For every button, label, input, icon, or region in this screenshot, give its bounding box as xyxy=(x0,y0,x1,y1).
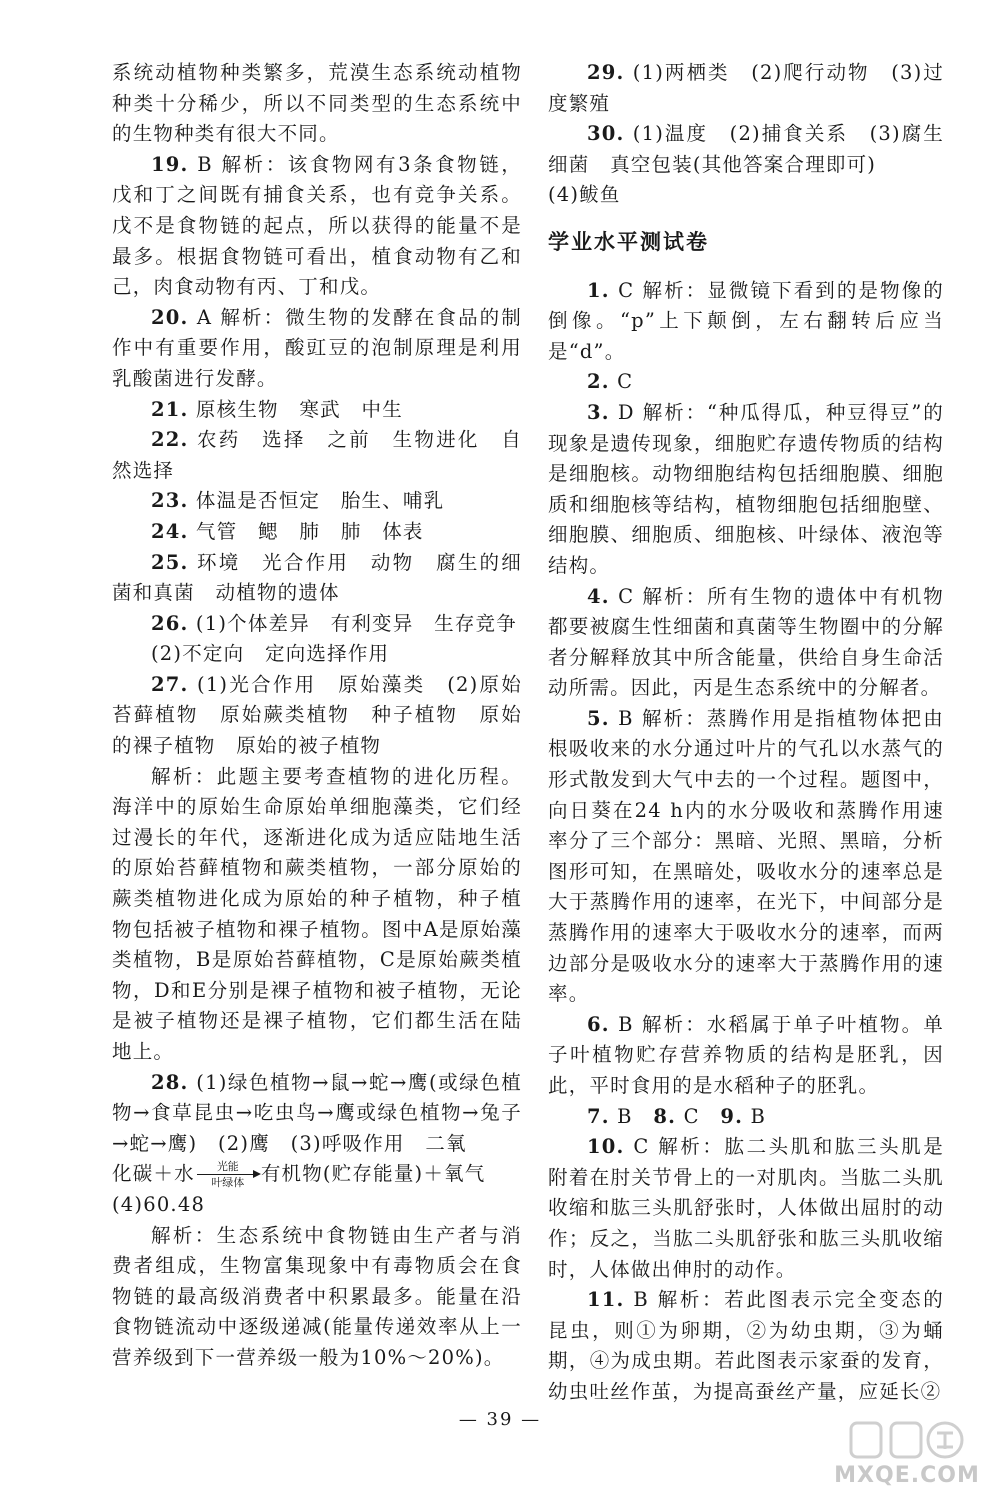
answer-30 xyxy=(548,119,944,180)
test-answer-1 xyxy=(548,276,944,368)
left-continued-paragraph: 系统动植物种类繁多，荒漠生态系统动植物种类十分稀少，所以不同类型的生态系统中的生物种类有很大不同。 xyxy=(112,61,522,146)
answer-19 xyxy=(112,150,522,303)
watermark-seal-icon xyxy=(847,1417,967,1463)
answer-24 xyxy=(112,517,522,548)
answer-30-part4: (4)鲅鱼 xyxy=(548,183,621,207)
answer-text: 农药 选择 之前 生物进化 自然选择 xyxy=(112,428,522,482)
answer-28-part4: (4)60.48 xyxy=(112,1192,206,1216)
answer-26 xyxy=(112,609,522,640)
test-answer-11 xyxy=(548,1285,944,1407)
answer-27-explanation: 解析：此题主要考查植物的进化历程。海洋中的原始生命原始单细胞藻类，它们经过漫长的年代，逐渐进化成为适应陆地生活的原始苔藓植物和蕨类植物，一部分原始的蕨类植物进化成为原始的种子植物，种子植物包括被子植物和裸子植物。图中A是原始藻类植物，B是原始苔藓植物，C是原始蕨类植物，D和E分别是裸子植物和被子植物，无论是被子植物还是裸子植物，它们都生活在陆地上。 xyxy=(112,764,522,1063)
answer-22 xyxy=(112,425,522,486)
answer-text: 气管 鳃 肺 肺 体表 xyxy=(188,519,424,543)
watermark-text: MXQE.COM xyxy=(834,1463,980,1488)
answer-26-part2: (2)不定向 定向选择作用 xyxy=(151,642,390,666)
q-number: 6. xyxy=(587,1012,610,1036)
answer-28-explanation: 解析：生态系统中食物链由生产者与消费者组成，生物富集现象中有毒物质会在食物链的最高级消费者中积累最多。能量在沿食物链流动中逐级递减(能量传递效率从上一营养级到下一营养级一般为10%～20%)。 xyxy=(112,1223,522,1369)
equation-products: 有机物(贮存能量)＋氧气 xyxy=(260,1162,486,1186)
q-number: 10. xyxy=(587,1135,625,1159)
equation-reactants: 化碳＋水 xyxy=(112,1162,195,1186)
q-number: 19. xyxy=(151,152,189,176)
answer-text: B xyxy=(743,1104,767,1128)
test-answer-6 xyxy=(548,1010,944,1102)
answer-27 xyxy=(112,670,522,762)
q-number: 26. xyxy=(151,611,189,635)
answer-text: B 解析：蒸腾作用是指植物体把由根吸收来的水分通过叶片的气孔以水蒸气的形式散发到大气中去的一个过程。题图中，向日葵在24 h内的水分吸收和蒸腾作用速率分了三个部分：黑暗、光照、黑暗，分析图形可知，在黑暗处，吸收水分的速率总是大于蒸腾作用的速率，在光下，中间部分是蒸腾作用的速率大于吸收水分的速率，而两边部分是吸收水分的速率大于蒸腾作用的速率。 xyxy=(548,706,944,1006)
answer-text: C xyxy=(676,1104,721,1128)
answer-20 xyxy=(112,303,522,395)
q-number: 30. xyxy=(587,122,625,146)
answer-text: 体温是否恒定 胎生、哺乳 xyxy=(188,489,445,513)
reaction-arrow xyxy=(197,1160,259,1189)
answer-text: C 解析：显微镜下看到的是物像的倒像。“p”上下颠倒，左右翻转后应当是“d”。 xyxy=(548,278,944,363)
answer-text: (1)两栖类 (2)爬行动物 (3)过度繁殖 xyxy=(548,61,944,115)
q-number: 8. xyxy=(653,1104,677,1128)
q-number: 5. xyxy=(587,706,610,730)
test-answer-4 xyxy=(548,582,944,704)
q-number: 7. xyxy=(587,1104,610,1128)
answer-text: B 解析：水稻属于单子叶植物。单子叶植物贮存营养物质的结构是胚乳，因此，平时食用的是水稻种子的胚乳。 xyxy=(548,1012,944,1097)
answer-text: C xyxy=(609,370,634,394)
answer-25 xyxy=(112,548,522,609)
q-number: 4. xyxy=(587,584,610,608)
test-answer-10 xyxy=(548,1132,944,1285)
test-answer-5 xyxy=(548,704,944,1010)
answer-text: A 解析：微生物的发酵在食品的制作中有重要作用，酸豇豆的泡制原理是利用乳酸菌进行发酵。 xyxy=(112,305,522,390)
q-number: 1. xyxy=(587,278,610,302)
photosynthesis-equation xyxy=(112,1159,522,1190)
left-column xyxy=(112,58,522,1374)
answer-21 xyxy=(112,395,522,426)
answer-text: C 解析：肱二头肌和肱三头肌是附着在肘关节骨上的一对肌肉。当肱二头肌收缩和肱三头肌舒张时，人体做出屈肘的动作；反之，当肱二头肌舒张和肱三头肌收缩时，人体做出伸肘的动作。 xyxy=(548,1135,944,1281)
q-number: 9. xyxy=(720,1104,744,1128)
condition-chloroplast: 叶绿体 xyxy=(211,1176,245,1190)
test-answer-2 xyxy=(548,367,944,398)
test-answer-3 xyxy=(548,398,944,582)
q-number: 22. xyxy=(151,428,189,452)
answer-text: (1)绿色植物→鼠→蛇→鹰(或绿色植物→食草昆虫→吃虫鸟→鹰或绿色植物→兔子→蛇→鹰) (2)鹰 (3)呼吸作用 二氧 xyxy=(112,1070,522,1155)
arrow-icon xyxy=(197,1174,259,1175)
q-number: 21. xyxy=(151,397,189,421)
right-column xyxy=(548,58,944,1408)
condition-light: 光能 xyxy=(216,1160,239,1174)
q-number: 2. xyxy=(587,370,610,394)
answer-23 xyxy=(112,486,522,517)
answer-text: B 解析：该食物网有3条食物链，戊和丁之间既有捕食关系，也有竞争关系。戊不是食物链的起点，所以获得的能量不是最多。根据食物链可看出，植食动物有乙和己，肉食动物有丙、丁和戊。 xyxy=(112,152,522,299)
answer-text: (1)温度 (2)捕食关系 (3)腐生细菌 真空包装(其他答案合理即可) xyxy=(548,122,944,176)
q-number: 20. xyxy=(151,305,189,329)
q-number: 27. xyxy=(151,672,189,696)
answer-text: 原核生物 寒武 中生 xyxy=(188,397,403,421)
answer-text: C 解析：所有生物的遗体中有机物都要被腐生性细菌和真菌等生物圈中的分解者分解释放其中所含能量，供给自身生命活动所需。因此，丙是生态系统中的分解者。 xyxy=(548,584,944,700)
answer-28 xyxy=(112,1068,522,1160)
answer-text: B 解析：若此图表示完全变态的昆虫，则①为卵期，②为幼虫期，③为蛹期，④为成虫期。若此图表示家蚕的发育，幼虫吐丝作茧，为提高蚕丝产量，应延长② xyxy=(548,1288,944,1403)
q-number: 29. xyxy=(587,61,625,84)
q-number: 23. xyxy=(151,489,189,513)
q-number: 3. xyxy=(587,400,610,424)
page-number: — 39 — xyxy=(458,1409,542,1430)
q-number: 24. xyxy=(151,519,189,543)
answer-text: (1)个体差异 有利变异 生存竞争 xyxy=(188,611,517,635)
q-number: 11. xyxy=(587,1288,625,1312)
answer-text: (1)光合作用 原始藻类 (2)原始苔藓植物 原始蕨类植物 种子植物 原始的裸子植物 原始的被子植物 xyxy=(112,672,522,758)
section-title: 学业水平测试卷 xyxy=(548,229,709,254)
q-number: 28. xyxy=(151,1070,189,1094)
watermark-logo xyxy=(832,1417,982,1497)
answer-text: 环境 光合作用 动物 腐生的细菌和真菌 动植物的遗体 xyxy=(112,550,522,605)
q-number: 25. xyxy=(151,550,189,574)
answer-text: D 解析：“种瓜得瓜，种豆得豆”的现象是遗传现象，细胞贮存遗传物质的结构是细胞核。动物细胞结构包括细胞膜、细胞质和细胞核等结构，植物细胞包括细胞壁、细胞膜、细胞质、细胞核、叶绿体、液泡等结构。 xyxy=(548,400,944,577)
answer-29 xyxy=(548,58,944,119)
test-answers-7-9 xyxy=(548,1102,944,1133)
answer-text: B xyxy=(609,1104,654,1128)
